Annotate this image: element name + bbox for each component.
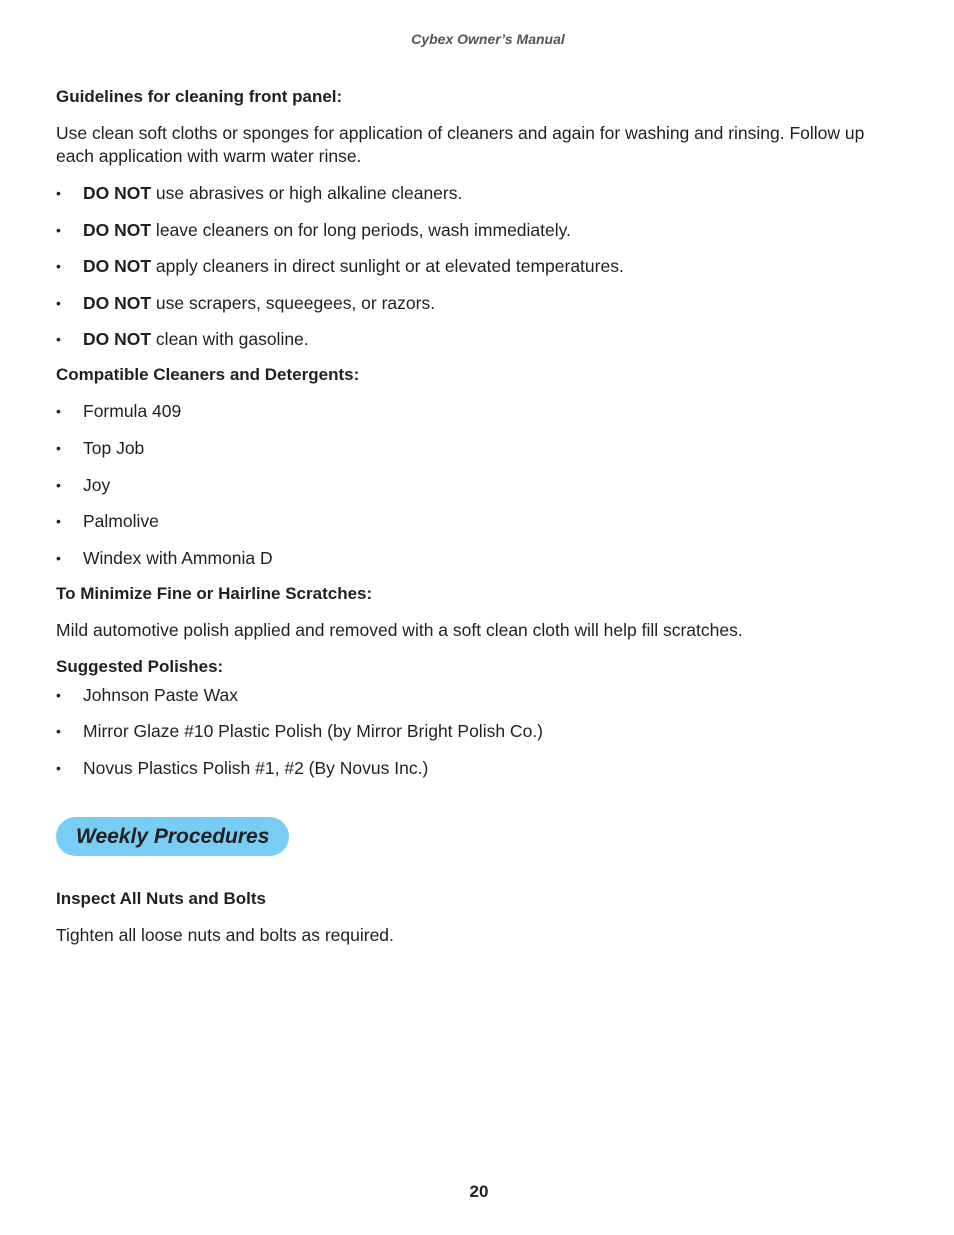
list-item	[56, 684, 906, 706]
list-item	[56, 510, 906, 532]
page-content	[56, 86, 906, 961]
emphasis: DO NOT	[83, 292, 152, 313]
list-item	[56, 182, 906, 204]
list-item-text: Novus Plastics Polish #1, #2 (By Novus Inc.)	[83, 757, 429, 778]
bullet-icon: •	[56, 221, 61, 238]
heading-polishes: Suggested Polishes:	[56, 656, 224, 676]
bullet-icon: •	[56, 513, 61, 530]
list-item	[56, 474, 906, 496]
list-item-text: clean with gasoline.	[151, 329, 309, 350]
list-item-text: leave cleaners on for long periods, wash immediately.	[151, 219, 571, 240]
emphasis: DO NOT	[83, 329, 152, 350]
emphasis: DO NOT	[83, 219, 152, 240]
bullet-icon: •	[56, 258, 61, 275]
bullet-icon: •	[56, 759, 61, 776]
bullet-icon: •	[56, 439, 61, 456]
bullet-icon: •	[56, 294, 61, 311]
list-item	[56, 255, 906, 277]
bullet-icon: •	[56, 686, 61, 703]
list-item-text: Joy	[83, 474, 111, 495]
list-item	[56, 720, 906, 742]
list-item-text: Windex with Ammonia D	[83, 547, 273, 568]
polishes-list	[56, 684, 906, 779]
list-item-text: Mirror Glaze #10 Plastic Polish (by Mirror Bright Polish Co.)	[83, 721, 543, 742]
list-item	[56, 219, 906, 241]
list-item	[56, 328, 906, 350]
bullet-icon: •	[56, 476, 61, 493]
weekly-procedures-banner: Weekly Procedures	[56, 817, 289, 856]
list-item	[56, 757, 906, 779]
front-panel-list	[56, 182, 906, 350]
list-item	[56, 292, 906, 314]
heading-scratches: To Minimize Fine or Hairline Scratches:	[56, 583, 373, 603]
list-item	[56, 400, 906, 422]
list-item-text: Formula 409	[83, 401, 182, 422]
list-item-text: Johnson Paste Wax	[83, 684, 238, 705]
inspect-text: Tighten all loose nuts and bolts as required.	[56, 924, 394, 945]
bullet-icon: •	[56, 723, 61, 740]
bullet-icon: •	[56, 403, 61, 420]
emphasis: DO NOT	[83, 256, 152, 277]
list-item-text: Top Job	[83, 437, 145, 458]
list-item	[56, 437, 906, 459]
running-header: Cybex Owner’s Manual	[411, 31, 565, 47]
list-item-text: use abrasives or high alkaline cleaners.	[151, 183, 463, 203]
scratches-text: Mild automotive polish applied and removed with a soft clean cloth will help fill scratches.	[56, 619, 743, 640]
bullet-icon: •	[56, 185, 61, 201]
bullet-icon: •	[56, 331, 61, 348]
emphasis: DO NOT	[83, 183, 152, 203]
front-panel-intro: Use clean soft cloths or sponges for application of cleaners and again for washing and rinsing. Follow up each application with warm water rinse.	[56, 123, 865, 166]
cleaners-list	[56, 400, 906, 568]
page-number: 20	[469, 1182, 489, 1201]
list-item	[56, 547, 906, 569]
list-item-text: Palmolive	[83, 511, 159, 532]
heading-inspect-nuts-bolts: Inspect All Nuts and Bolts	[56, 888, 267, 908]
heading-cleaners: Compatible Cleaners and Detergents:	[56, 365, 360, 385]
bullet-icon: •	[56, 549, 61, 566]
heading-front-panel: Guidelines for cleaning front panel:	[56, 87, 343, 106]
list-item-text: apply cleaners in direct sunlight or at elevated temperatures.	[151, 256, 624, 277]
list-item-text: use scrapers, squeegees, or razors.	[151, 292, 436, 313]
